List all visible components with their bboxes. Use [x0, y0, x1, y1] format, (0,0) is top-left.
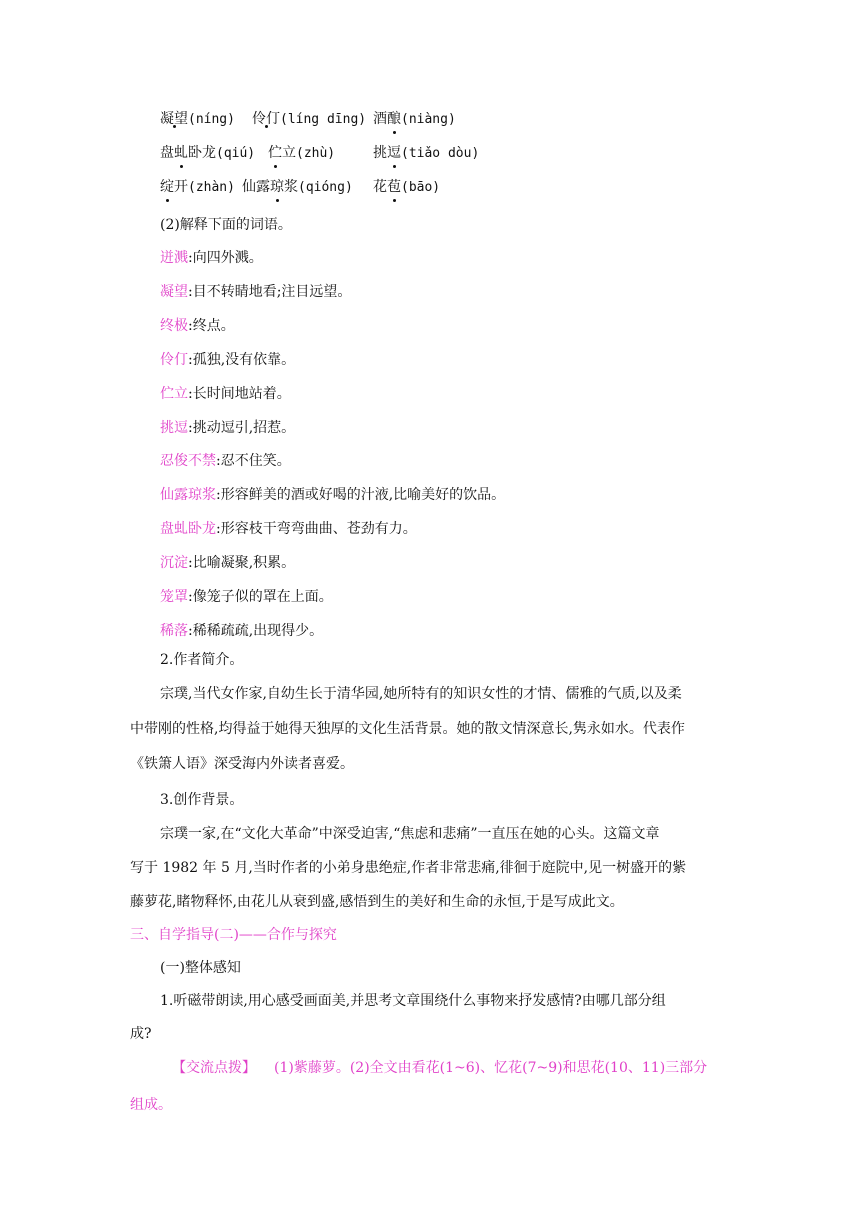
word-prefix: 仙露 — [242, 179, 270, 195]
author-line: 中带刚的性格,均得益于她得天独厚的文化生活背景。她的散文情深意长,隽永如水。代表作 — [130, 721, 685, 737]
glossary-definition: :比喻凝聚,积累。 — [188, 555, 296, 572]
author-line: 宗璞,当代女作家,自幼生长于清华园,她所特有的知识女性的才情、儒雅的气质,以及柔 — [160, 686, 682, 702]
glossary-term: 沉淀 — [160, 555, 188, 572]
word-prefix: 盘 — [160, 145, 174, 161]
word-suffix: 望 — [174, 111, 188, 127]
pinyin-entry — [252, 109, 366, 130]
emphasized-char: 苞 — [387, 179, 401, 195]
glossary-definition: :形容鲜美的酒或好喝的汁液,比喻美好的饮品。 — [216, 487, 506, 504]
glossary-definition: :形容枝干弯弯曲曲、苍劲有力。 — [216, 521, 417, 538]
emphasized-char: 伫 — [268, 145, 282, 161]
glossary-item — [160, 553, 295, 573]
glossary-item — [160, 621, 323, 641]
glossary-definition: :终点。 — [188, 317, 235, 334]
emphasized-char: 逗 — [387, 145, 401, 161]
pinyin-entry — [160, 109, 235, 130]
answer-text: (1)紫藤萝。(2)全文由看花(1~6)、忆花(7~9)和思花(10、11)三部分 — [274, 1060, 708, 1076]
emphasized-char: 酿 — [387, 111, 401, 127]
background-line: 写于 1982 年 5 月,当时作者的小弟身患绝症,作者非常悲痛,徘徊于庭院中,见一树盛开的紫 — [130, 860, 687, 876]
section2-heading: 2.作者简介。 — [160, 652, 244, 668]
question-line: 1.听磁带朗读,用心感受画面美,并思考文章围绕什么事物来抒发感情?由哪几部分组 — [160, 993, 666, 1009]
word-prefix: 酒 — [373, 111, 387, 127]
glossary-definition: :向四外溅。 — [188, 250, 263, 266]
background-line: 藤萝花,睹物释怀,由花儿从衰到盛,感悟到生的美好和生命的永恒,于是写成此文。 — [130, 894, 624, 910]
glossary-item — [160, 248, 263, 268]
glossary-term: 盘虬卧龙 — [160, 521, 216, 538]
answer-line: 组成。 — [130, 1097, 172, 1113]
pinyin-entry — [373, 109, 456, 130]
part3-heading: 三、自学指导(二)——合作与探究 — [130, 927, 337, 943]
glossary-item — [160, 316, 235, 336]
q2-heading: (2)解释下面的词语。 — [160, 217, 292, 233]
glossary-definition: :稀稀疏疏,出现得少。 — [188, 622, 324, 639]
word-prefix: 凝 — [160, 111, 174, 127]
glossary-item — [160, 587, 333, 607]
word-suffix: 仃 — [266, 111, 280, 127]
sub-heading: (一)整体感知 — [160, 960, 241, 976]
pinyin-entry — [373, 143, 479, 164]
pinyin-reading: (zhù) — [296, 146, 336, 161]
pinyin-reading: (zhàn) — [188, 180, 235, 195]
glossary-item — [160, 451, 291, 471]
word-prefix: 花 — [373, 179, 387, 195]
author-line: 《铁箫人语》深受海内外读者喜爱。 — [130, 756, 354, 772]
glossary-item — [160, 282, 351, 302]
pinyin-reading: (niàng) — [401, 112, 456, 127]
glossary-definition: :目不转睛地看;注目远望。 — [188, 283, 352, 300]
glossary-definition: :挑动逗引,招惹。 — [188, 419, 296, 436]
answer-line — [172, 1058, 707, 1078]
pinyin-entry — [268, 143, 335, 164]
glossary-item — [160, 485, 505, 505]
glossary-term: 挑逗 — [160, 419, 188, 436]
glossary-definition: :忍不住笑。 — [216, 453, 291, 470]
glossary-item — [160, 384, 291, 404]
word-prefix: 伶 — [252, 111, 266, 127]
glossary-term: 迸溅 — [160, 250, 188, 266]
pinyin-reading: (líng dīng) — [280, 112, 367, 127]
glossary-definition: :长时间地站着。 — [188, 385, 291, 402]
glossary-term: 伶仃 — [160, 351, 188, 368]
glossary-item — [160, 350, 295, 370]
word-suffix: 立 — [282, 145, 296, 161]
pinyin-entry — [373, 177, 440, 198]
word-suffix: 开 — [174, 179, 188, 195]
glossary-term: 仙露琼浆 — [160, 487, 216, 504]
pinyin-entry — [160, 143, 255, 164]
glossary-term: 忍俊不禁 — [160, 453, 216, 470]
pinyin-entry — [160, 177, 235, 198]
section3-heading: 3.创作背景。 — [160, 792, 244, 808]
emphasized-char: 虬 — [174, 145, 188, 161]
word-suffix: 浆 — [284, 179, 298, 195]
pinyin-reading: (qióng) — [298, 180, 353, 195]
glossary-term: 伫立 — [160, 385, 188, 402]
glossary-term: 终极 — [160, 317, 188, 334]
answer-label: 【交流点拨】 — [172, 1060, 256, 1076]
glossary-item — [160, 418, 295, 438]
word-prefix: 挑 — [373, 145, 387, 161]
word-suffix: 卧龙 — [188, 145, 216, 161]
question-line: 成? — [130, 1026, 152, 1042]
pinyin-reading: (tiǎo dòu) — [401, 146, 480, 161]
emphasized-char: 绽 — [160, 179, 174, 195]
background-line: 宗璞一家,在“文化大革命”中深受迫害,“焦虑和悲痛”一直压在她的心头。这篇文章 — [160, 826, 660, 842]
glossary-item — [160, 519, 417, 539]
pinyin-reading: (qiú) — [216, 146, 256, 161]
pinyin-entry — [242, 177, 353, 198]
glossary-term: 笼罩 — [160, 589, 188, 605]
glossary-term: 稀落 — [160, 622, 188, 639]
pinyin-reading: (bāo) — [401, 180, 441, 195]
glossary-definition: :像笼子似的罩在上面。 — [188, 589, 333, 605]
pinyin-reading: (níng) — [188, 112, 235, 127]
glossary-definition: :孤独,没有依靠。 — [188, 351, 296, 368]
emphasized-char: 琼 — [270, 179, 284, 195]
glossary-term: 凝望 — [160, 283, 188, 300]
